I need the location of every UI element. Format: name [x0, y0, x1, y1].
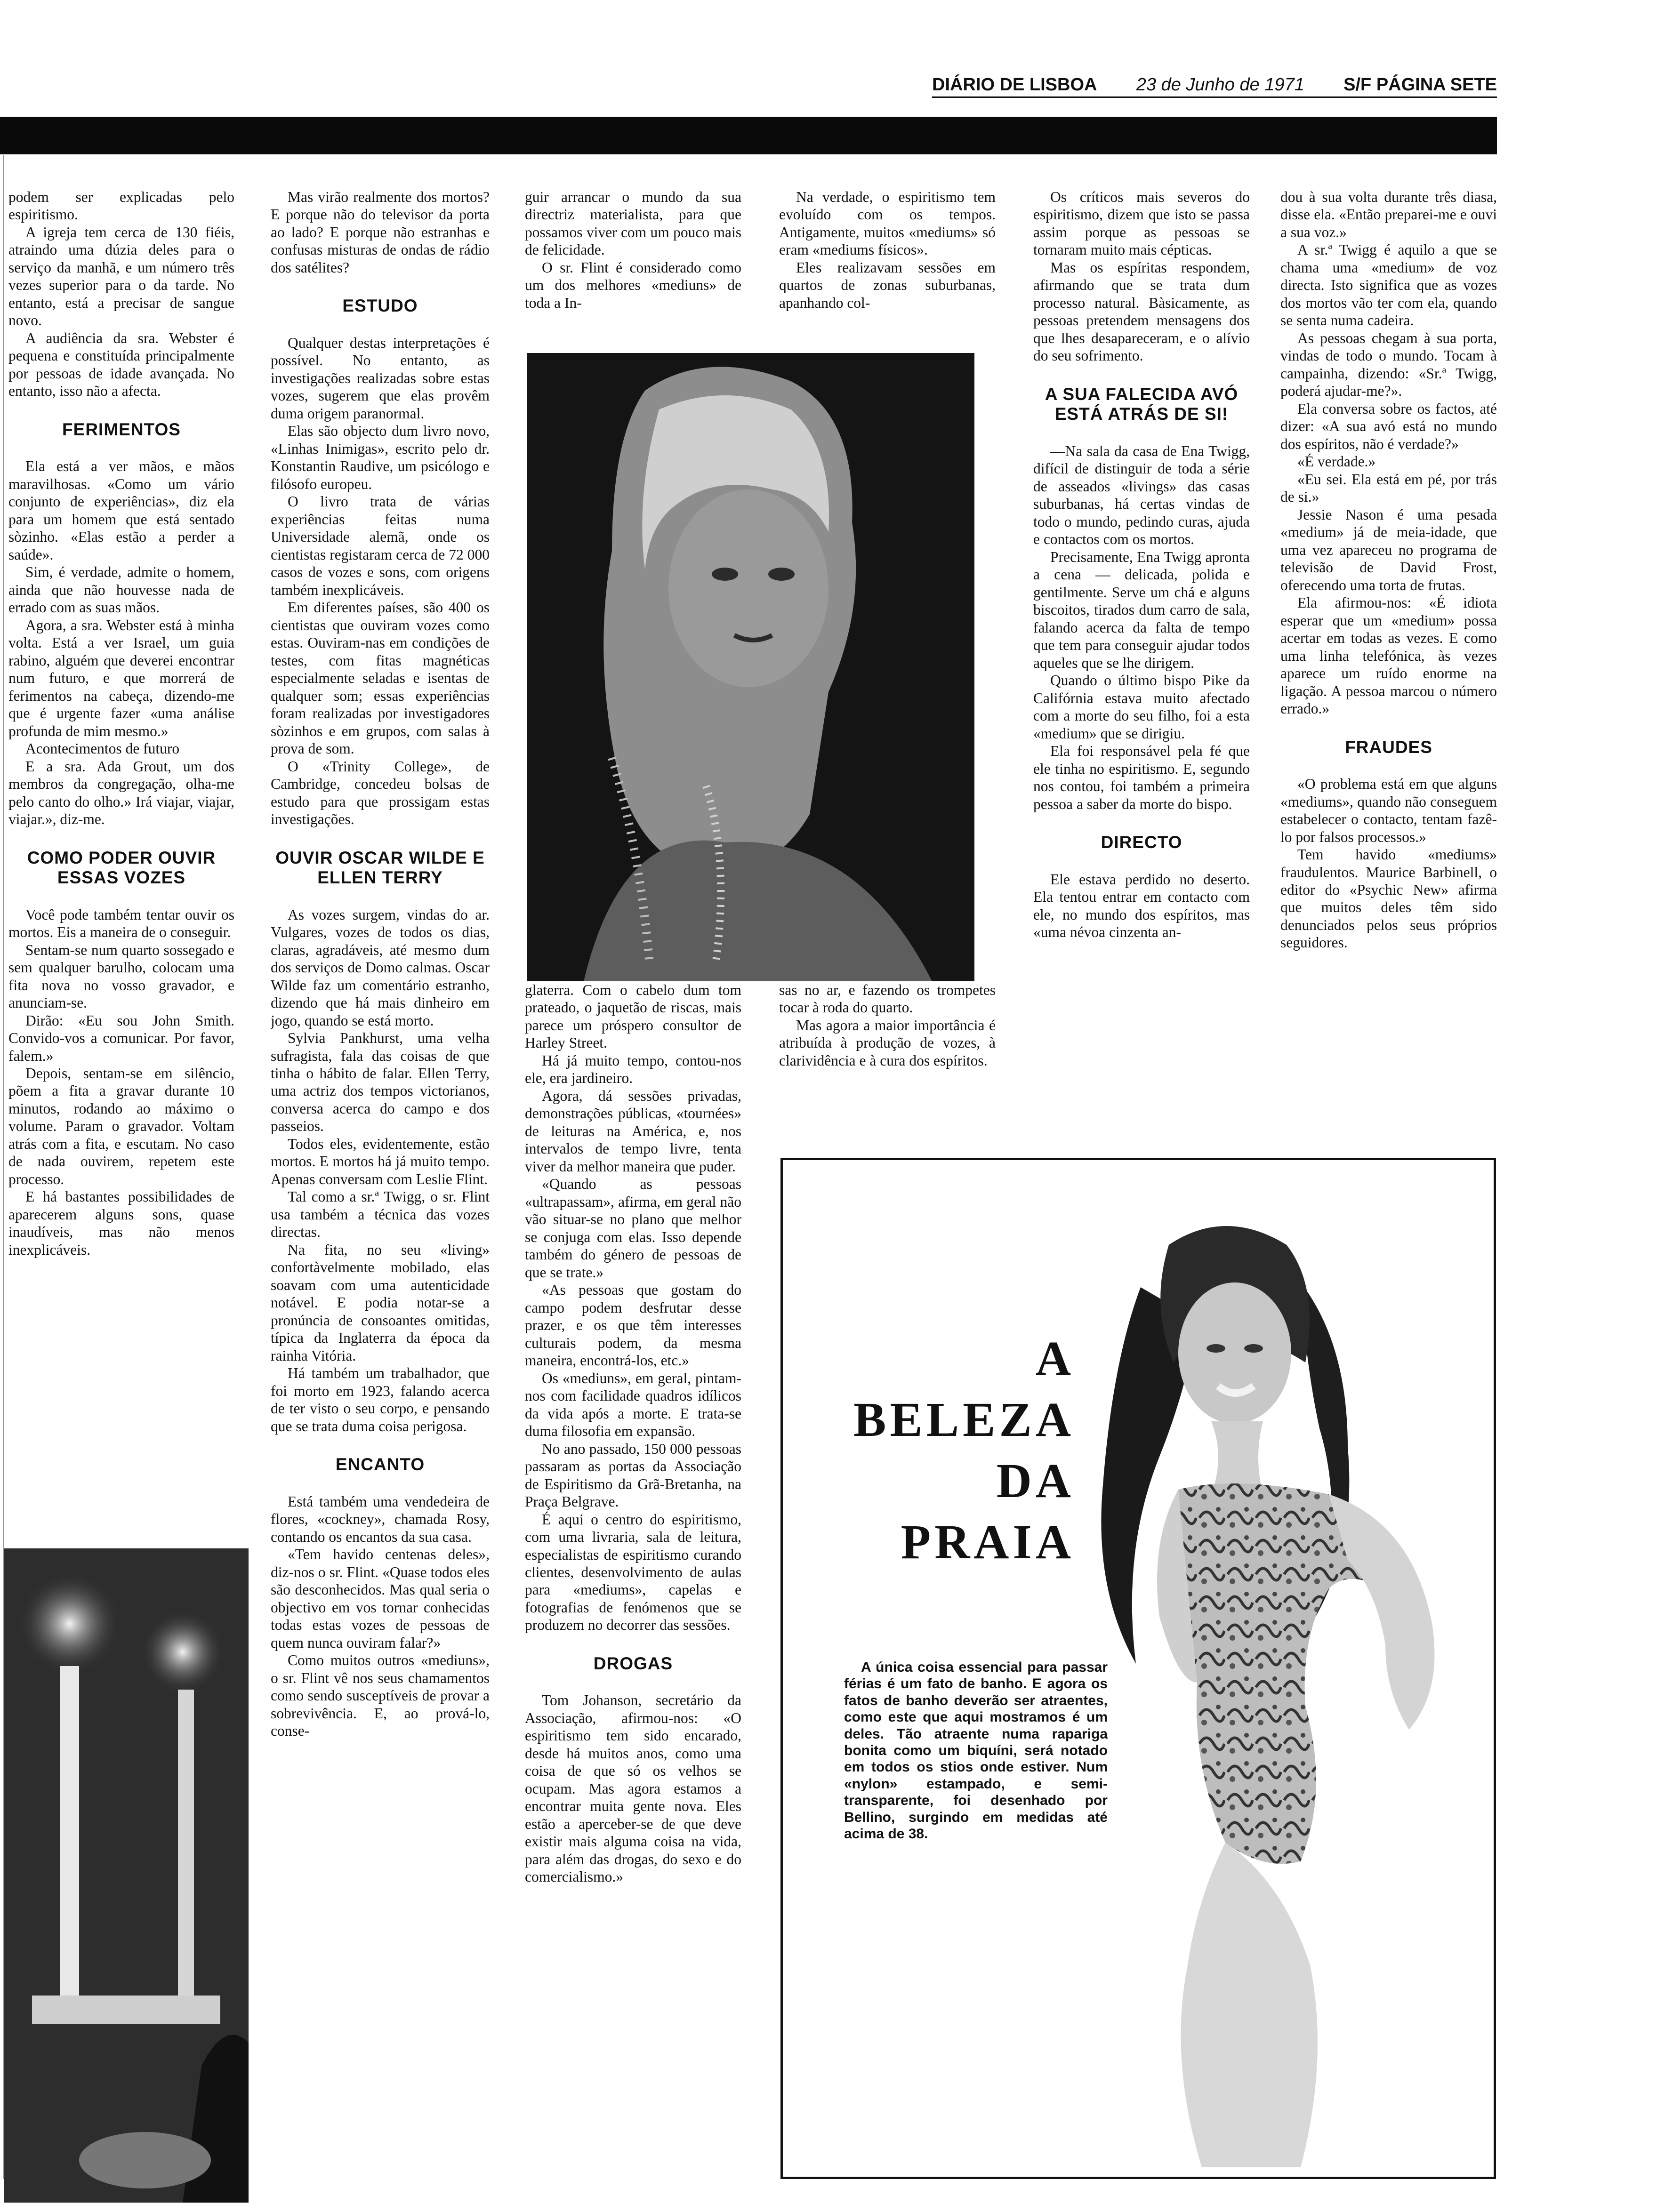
paragraph: Dirão: «Eu sou John Smith. Convido-vos a comunicar. Por favor, falem.»: [8, 1012, 234, 1064]
paragraph: Há também um trabalhador, que foi morto em 1923, falando acerca de ter visto o seu corpo, e pensando que se trata duma coisa perigosa.: [271, 1365, 490, 1435]
beach-beauty-feature-box: [780, 1158, 1496, 2179]
paragraph: Mas os espíritas respondem, afirmando que se trata dum processo natural. Bàsicamente, as pessoas pretendem mensagens dos que lhes desapareceram, e o alívio do seu sofrimento.: [1033, 259, 1250, 364]
page-header: [932, 71, 1497, 99]
paragraph: Ela está a ver mãos, e mãos maravilhosas. «Como um vário conjunto de experiências», diz ela para um homem que está sentado sòzinho. «Elas estão a perder a saúde».: [8, 458, 234, 563]
paragraph: Tal como a sr.ª Twigg, o sr. Flint usa também a técnica das vozes directas.: [271, 1188, 490, 1241]
paragraph: Na fita, no seu «living» confortàvelmente mobilado, elas soavam com uma autenticidade notável. E podia notar-se a pronúncia de consoantes omitidas, típica da Inglaterra da época da rainha Vitória.: [271, 1241, 490, 1364]
paragraph: Todos eles, evidentemente, estão mortos. E mortos há já muito tempo. Apenas conversam com Leslie Flint.: [271, 1135, 490, 1187]
paragraph: Há já muito tempo, contou-nos ele, era jardineiro.: [525, 1052, 741, 1087]
woman-portrait-photo: [527, 353, 974, 981]
paragraph: Agora, dá sessões privadas, demonstrações públicas, «tournées» de leituras na América, e, nos intervalos de tempo livre, tenta viver da melhor maneira que puder.: [525, 1087, 741, 1175]
paragraph: Na verdade, o espiritismo tem evoluído com os tempos. Antigamente, muitos «mediums» só eram «mediums físicos».: [779, 189, 996, 258]
paragraph: glaterra. Com o cabelo dum tom prateado, o jaquetão de riscas, mais parece um próspero consultor de Harley Street.: [525, 982, 741, 1051]
paragraph: Jessie Nason é uma pesada «medium» já de meia-idade, que uma vez apareceu no programa de televisão de David Frost, oferecendo uma torta de frutas.: [1280, 506, 1497, 593]
column-2: [271, 188, 490, 2179]
column-6: [1280, 188, 1497, 1106]
issue-date: 23 de Junho de 1971: [1136, 74, 1304, 95]
page-number: S/F PÁGINA SETE: [1343, 74, 1497, 95]
paragraph: «Eu sei. Ela está em pé, por trás de si.»: [1280, 471, 1497, 505]
section-heading: ESTUDO: [342, 296, 418, 316]
photo-illustration: [4, 1548, 249, 2203]
paragraph: Ela afirmou-nos: «É idiota esperar que um «medium» possa acertar em todas as vezes. E como uma linha telefónica, às vezes aparece um ruído enorme na ligação. A pessoa marcou o número errado.»: [1280, 594, 1497, 717]
column-5: [1033, 188, 1250, 1106]
paragraph: Agora, a sra. Webster está à minha volta. Está a ver Israel, um guia rabino, alguém que deverei encontrar num futuro, e que morrerá de ferimentos na cabeça, dizendo-me que é urgente fazer «uma análise profunda de mim mesmo.»: [8, 617, 234, 739]
paragraph: A audiência da sra. Webster é pequena e constituída principalmente por pessoas de idade avançada. No entanto, isso não a afecta.: [8, 329, 234, 400]
paragraph: Ele estava perdido no deserto. Ela tentou entrar em contacto com ele, no mundo dos espíritos, mas «uma névoa cinzenta an-: [1033, 871, 1250, 941]
paragraph: É aqui o centro do espiritismo, com uma livraria, sala de leitura, especialistas de espiritismo curando clientes, desenvolvimento de aulas para «mediums», capelas e fotografias de fenómenos que se produzem no decorrer das sessões.: [525, 1511, 741, 1634]
paragraph: Qualquer destas interpretações é possível. No entanto, as investigações realizadas sobre estas vozes, sugerem que elas provêm duma origem paranormal.: [271, 334, 490, 422]
paragraph: sas no ar, e fazendo os trompetes tocar à roda do quarto.: [779, 982, 996, 1016]
paragraph: Eles realizavam sessões em quartos de zonas suburbanas, apanhando col-: [779, 259, 996, 311]
section-heading: FERIMENTOS: [62, 419, 181, 439]
paragraph: O sr. Flint é considerado como um dos melhores «mediuns» de toda a In-: [525, 259, 741, 311]
feature-title-line: BELEZA: [853, 1393, 1075, 1447]
paragraph: podem ser explicadas pelo espiritismo.: [8, 189, 234, 223]
black-banner: [0, 117, 1497, 154]
paragraph: No ano passado, 150 000 pessoas passaram as portas da Associação de Espiritismo da Grã-Bretanha, na Praça Belgrave.: [525, 1440, 741, 1510]
feature-title-line: PRAIA: [901, 1515, 1075, 1569]
paragraph: Tem havido «mediums» fraudulentos. Maurice Barbinell, o editor do «Psychic New» afirma que muitos deles têm sido denunciados pelos seus próprios seguidores.: [1280, 846, 1497, 951]
paragraph: Depois, sentam-se em silêncio, põem a fita a gravar durante 10 minutos, rodando ao máximo o volume. Param o gravador. Voltam atrás com a fita, e escutam. No caso de nada ouvirem, repetem este processo.: [8, 1065, 234, 1187]
paragraph: Quando o último bispo Pike da Califórnia estava muito afectado com a morte do seu filho, foi a esta «medium» que se dirigiu.: [1033, 672, 1250, 742]
paragraph: Precisamente, Ena Twigg apronta a cena — delicada, polida e gentilmente. Serve um chá e alguns biscoitos, tirados dum carro de sala, falando acerca da falta de tempo que tem para conseguir ajudar todos aqueles que se lhe dirigem.: [1033, 548, 1250, 671]
section-heading: OUVIR OSCAR WILDE E ELLEN TERRY: [275, 848, 485, 888]
paragraph: E a sra. Ada Grout, um dos membros da congregação, olha-me pelo canto do olho.» Irá viajar, viajar, viajar.», diz-me.: [8, 758, 234, 828]
section-heading: DIRECTO: [1101, 833, 1182, 852]
section-heading: ENCANTO: [335, 1455, 425, 1475]
feature-title-line: DA: [996, 1454, 1075, 1508]
paragraph: A sr.ª Twigg é aquilo a que se chama uma «medium» de voz directa. Isto significa que as vozes dos mortos vão ter com ela, quando se senta numa cadeira.: [1280, 241, 1497, 329]
paragraph: «Tem havido centenas deles», diz-nos o sr. Flint. «Quase todos eles são desconhecidos. Mas qual seria o objectivo em vos tornar conhecidas todas estas vozes de pessoas de quem nunca ouviram falar?»: [271, 1546, 490, 1651]
header-rule: [932, 96, 1497, 98]
paragraph: Acontecimentos de futuro: [25, 740, 180, 757]
section-heading: FRAUDES: [1345, 737, 1432, 757]
section-heading: COMO PODER OUVIR ESSAS VOZES: [27, 848, 216, 888]
paragraph: Ela foi responsável pela fé que ele tinha no espiritismo. E, segundo nos contou, foi também a primeira pessoa a saber da morte do bispo.: [1033, 743, 1250, 812]
column-3-top: [525, 188, 741, 339]
column-3-bottom: [525, 981, 741, 2179]
swimsuit-model-photo: [1084, 1165, 1489, 2172]
feature-caption-text: A única coisa essencial para passar férias é um fato de banho. E agora os fatos de banho deverão ser atraentes, como este que aqui mostramos é um deles. Tão atraente numa rapariga bonita como um biquíni, será notado em todos os stios onde estiver. Num «nylon» estampado, e semi-transparente, foi desenhado por Bellino, surgindo em medidas até acima de 38.: [844, 1659, 1108, 1842]
column-4-bottom: [779, 981, 996, 1137]
paragraph: O livro trata de várias experiências feitas numa Universidade alemã, onde os cientistas registaram cerca de 72 000 casos de vozes e sons, com origens também inexplicáveis.: [271, 493, 490, 598]
paragraph: Elas são objecto dum livro novo, «Linhas Inimigas», escrito pelo dr. Konstantin Raudive, um psicólogo e filósofo europeu.: [271, 423, 490, 492]
paragraph: «As pessoas que gostam do campo podem desfrutar desse prazer, e os que têm interesses culturais podem, da mesma maneira, encontrá-los, etc.»: [525, 1282, 741, 1369]
paragraph: A igreja tem cerca de 130 fiéis, atraindo uma dúzia deles para o serviço da manhã, e um número três vezes superior para o da tarde. No entanto, está a precisar de sangue novo.: [8, 224, 234, 329]
newspaper-name: DIÁRIO DE LISBOA: [932, 74, 1097, 95]
column-4-top: [779, 188, 996, 339]
paragraph: Está também uma vendedeira de flores, «cockney», chamada Rosy, contando os encantos da sua casa.: [271, 1493, 490, 1545]
feature-caption: [844, 1659, 1108, 1842]
paragraph: «O problema está em que alguns «mediums», quando não conseguem estabelecer o contacto, tentam fazê-lo por falsos processos.»: [1280, 776, 1497, 845]
paragraph: Em diferentes países, são 400 os cientistas que ouviram vozes como estas. Ouviram-nas em condições de testes, com fitas magnéticas especialmente seladas e isentas de qualquer som; essas experiências foram realizadas por investigadores sòzinhos e em grupos, com salas à prova de som.: [271, 599, 490, 757]
paragraph: As vozes surgem, vindas do ar. Vulgares, vozes de todos os dias, claras, agradáveis, até mesmo dum dos serviços de Domo calmas. Oscar Wilde faz um comentário estranho, dizendo que há mais dinheiro em jogo, quando se está morto.: [271, 906, 490, 1029]
paragraph: Mas virão realmente dos mortos? E porque não do televisor da porta ao lado? E porque não estranhas e confusas misturas de ondas de rádio dos satélites?: [271, 189, 490, 276]
paragraph: Você pode também tentar ouvir os mortos. Eis a maneira de o conseguir.: [8, 906, 234, 941]
candle-child-photo: [4, 1548, 249, 2203]
paragraph: —Na sala da casa de Ena Twigg, difícil de distinguir de toda a série de asseados «livings» das casas suburbanas, há certas vindas de todo o mundo, pedindo curas, ajuda e contactos com os mortos.: [1033, 442, 1250, 548]
paragraph: Sylvia Pankhurst, uma velha sufragista, fala das coisas de que tinha o hábito de falar. Ellen Terry, uma actriz dos tempos victorianos, conversa acerca do campo e dos passeios.: [271, 1030, 490, 1135]
paragraph: «É verdade.»: [1297, 453, 1376, 470]
paragraph: Tom Johanson, secretário da Associação, afirmou-nos: «O espiritismo tem sido encarado, desde há muitos anos, como uma coisa de que só os velhos se ocupam. Mas agora estamos a encontrar muita gente nova. Eles estão a aperceber-se de que deve existir mais alguma coisa na vida, para além das drogas, do sexo e do comercialismo.»: [525, 1692, 741, 1885]
paragraph: guir arrancar o mundo da sua directriz materialista, para que possamos viver com um pouco mais de felicidade.: [525, 189, 741, 258]
paragraph: Ela conversa sobre os factos, até dizer: «A sua avó está no mundo dos espíritos, não é verdade?»: [1280, 400, 1497, 452]
paragraph: E há bastantes possibilidades de aparecerem alguns sons, quase inaudíveis, mas não menos inexplicáveis.: [8, 1188, 234, 1258]
photo-illustration: [527, 353, 974, 981]
feature-title-line: A: [1035, 1331, 1075, 1386]
paragraph: Os críticos mais severos do espiritismo, dizem que isto se passa assim porque as pessoas se tornaram muito mais cépticas.: [1033, 189, 1250, 258]
section-heading: A SUA FALECIDA AVÓ ESTÁ ATRÁS DE SI!: [1045, 384, 1239, 424]
paragraph: Sim, é verdade, admite o homem, ainda que não houvesse nada de errado com as suas mãos.: [8, 564, 234, 616]
paragraph: dou à sua volta durante três diasa, disse ela. «Então preparei-me e ouvi a sua voz.»: [1280, 189, 1497, 240]
section-heading: DROGAS: [593, 1653, 673, 1673]
paragraph: Como muitos outros «mediuns», o sr. Flint vê nos seus chamamentos como sendo susceptíveis de provar a sobrevivência. E, ao prová-lo, conse-: [271, 1652, 490, 1739]
paragraph: Os «mediuns», em geral, pintam-nos com facilidade quadros idílicos da vida após a morte. E trata-se duma filosofia em expansão.: [525, 1370, 741, 1440]
paragraph: O «Trinity College», de Cambridge, concedeu bolsas de estudo para que prossigam estas investigações.: [271, 758, 490, 828]
paragraph: Sentam-se num quarto sossegado e sem qualquer barulho, colocam uma fita nova no vosso gravador, e anunciam-se.: [8, 941, 234, 1011]
paragraph: «Quando as pessoas «ultrapassam», afirma, em geral não vão situar-se no plano que melhor se conjuga com elas. Isso depende também do género de pessoas de que se trate.»: [525, 1176, 741, 1281]
paragraph: As pessoas chegam à sua porta, vindas de todo o mundo. Tocam à campainha, dizendo: «Sr.ª Twigg, poderá ajudar-me?».: [1280, 329, 1497, 400]
paragraph: Mas agora a maior importância é atribuída à produção de vozes, à clarividência e à cura dos espíritos.: [779, 1017, 996, 1069]
column-1: [8, 188, 234, 1544]
